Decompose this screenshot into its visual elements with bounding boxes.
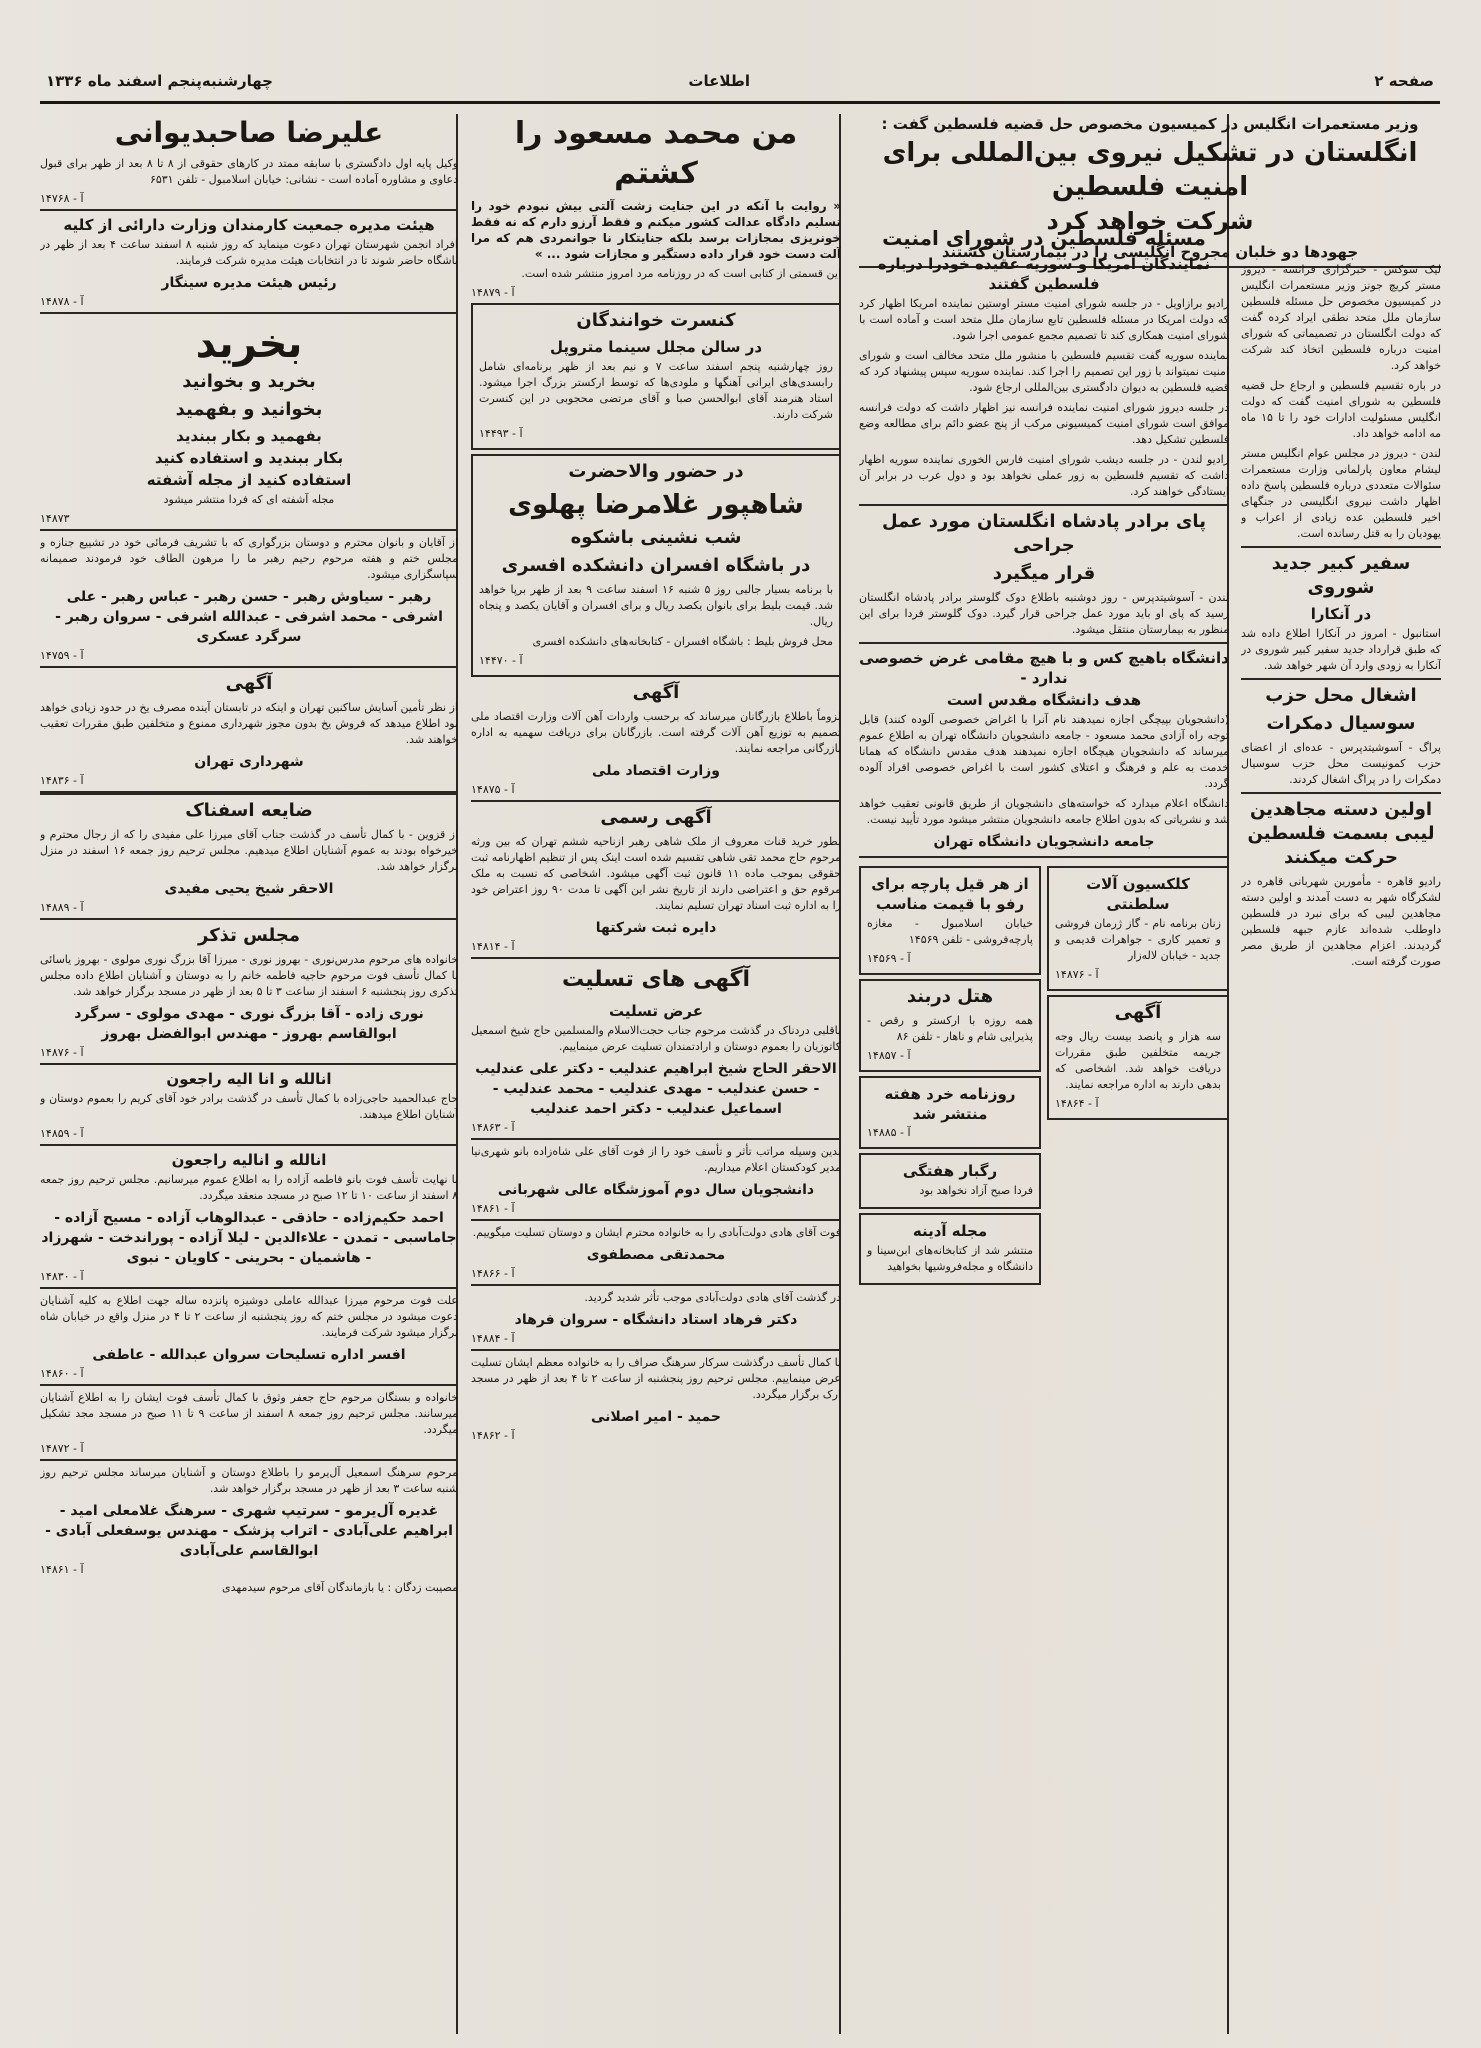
ad-code: آ - ۱۴۸۷۸	[40, 295, 84, 308]
ad-code: آ - ۱۴۸۸۵	[867, 1126, 911, 1139]
article-text: لندن - دیروز در مجلس عوام انگلیس مستر لیشام معاون پارلمانی وزارت مستعمرات سئوالات متعددی درباره فلسطین پاسخ داده اظهار داشت نیروی انگلیسی در جنگهای اخیر فلسطین عده زیادی از اعراب و یهودیان را به قتل رسانده است.	[1241, 447, 1441, 540]
rule	[471, 1219, 841, 1221]
ad-title: مجله آدینه	[912, 1222, 988, 1240]
signature: احمد حکیم‌زاده - حاذقی - عبدالوهاب آزاده - مسیح آزاده - جاماسبی - تمدن - علاءالدین - لیلا آزاده - پوراندخت - شهرزاد - هاشمیان - بحرینی - کاویان - نبوی	[41, 1210, 457, 1266]
ad-code: آ - ۱۴۸۷۲	[40, 1442, 84, 1455]
headline: آگهی های تسلیت	[561, 967, 750, 992]
rule	[40, 1063, 458, 1065]
ad-text: همه روزه با ارکستر و رقص - پذیرایی شام و ناهار - تلفن ۸۶	[867, 1014, 1033, 1043]
article-text: لندن - آسوشیتدپرس - روز دوشنبه باطلاع دوک گلوستر برادر پادشاه انگلستان رسید که پای او باید مورد عمل جراحی قرار گیرد. دوک گلوستر فردا برای این منظور به بیمارستان منتقل میشود.	[859, 591, 1229, 636]
ad-box	[1047, 995, 1229, 1120]
ad-box	[859, 979, 1041, 1072]
rule	[471, 957, 841, 959]
signature: افسر اداره تسلیحات سروان عبدالله - عاطفی	[92, 1347, 406, 1363]
ad-code: آ - ۱۴۸۳۰	[40, 1270, 84, 1283]
headline: سفیر کبیر جدید شوروی	[1271, 553, 1411, 598]
signature: دایره ثبت شرکتها	[595, 920, 717, 936]
lead-subhead: جهودها دو خلبان مجروح انگلیسی را در بیمارستان کشتند	[941, 243, 1359, 261]
ad-code: آ - ۱۴۸۵۷	[867, 1049, 911, 1062]
ad-subtitle: در سالن مجلل سینما متروپل	[549, 338, 763, 356]
article-text: نماینده سوریه گفت تقسیم فلسطین با منشور ملل متحد مخالف است و شورای امنیت نمیتواند با زور این تصمیم را اجرا کند. نماینده سوریه سپس پیشنهاد کرد که قضیه فلسطین به دیوان دادگستری بین‌المللی ارجاع شود.	[859, 349, 1229, 394]
ad-text: سه هزار و پانصد بیست ریال وجه جریمه متخلفین طبق مقررات دریافت خواهد شد. اشخاصی که بدهی دارند به اداره مراجعه نمایند.	[1055, 1030, 1221, 1091]
article-text: پراگ - آسوشیتدپرس - عده‌ای از اعضای حزب کمونیست محل حزب سوسیال دمکرات را در پراگ اشغال کردند.	[1241, 741, 1441, 786]
ad-text: روز چهارشنبه پنجم اسفند ساعت ۷ و نیم بعد از ظهر برنامه‌ای شامل رابسدی‌های ایرانی آهنگها و ملودی‌ها که توسط ارکستر بزرگ اجرا میشود. استاد هنرمند آقای ابوالحسن صبا و آقای مرتضی محجوبی در این کنسرت شرکت دارند.	[479, 360, 833, 421]
article-text: در باره تقسیم فلسطین و ارجاع حل قضیه فلسطین به شورای امنیت گفت که دولت انگلیس مسئولیت ادارات خود را تا ۱۵ ماه مه ادامه خواهد داد.	[1241, 379, 1441, 440]
rule	[859, 856, 1229, 858]
promo-line: بخرید و بخوانید	[182, 371, 316, 392]
article-text: حاج عبدالحمید حاجی‌زاده با کمال تأسف در گذشت برادر خود آقای کریم را بعموم دوستان و آشنایان اطلاع میدهند.	[40, 1092, 458, 1121]
ad-code: آ - ۱۴۸۳۶	[40, 774, 84, 787]
ad-code: آ - ۱۴۸۷۶	[1055, 968, 1099, 981]
signature: حمید - امیر اصلانی	[591, 1409, 721, 1425]
headline: ضایعه اسفناک	[185, 800, 313, 821]
lead-headline: انگلستان در تشکیل نیروی بین‌المللی برای امنیت فلسطین	[882, 138, 1418, 202]
rule	[40, 918, 458, 920]
ad-title: رگبار هفتگی	[902, 1162, 998, 1180]
article-text: « روایت با آنکه در این جنایت زشت آلتی بیش نبودم خود را تسلیم دادگاه عدالت کشور میکنم و فقط آرزو دارم که نه فقط خونریزی بمجازات برسد بلکه جنایتکار نا جوانمردی هم که مرا آلت دست خود قرار داده دستگیر و مجازات شود ... »	[471, 199, 841, 261]
ad-code: آ - ۱۴۸۵۹	[40, 1127, 84, 1140]
ad-code: آ - ۱۴۸۶۱	[40, 1563, 84, 1576]
article-text: از قزوین - با کمال تأسف در گذشت جناب آقای میرزا علی مفیدی را که از رجال محترم و خیرخواه بودند به عموم آشنایان اطلاع میدهیم. مجلس ترحیم روز جمعه ۱۶ اسفند در منزل برگزار خواهد شد.	[40, 828, 458, 873]
ad-code: آ - ۱۴۸۶۱	[471, 1202, 515, 1215]
ad-title: از هر قیل پارچه برای رفو با قیمت مناسب	[871, 875, 1029, 913]
signature: رئیس هیئت مدیره سینگار	[161, 275, 337, 291]
signature: دانشجویان سال دوم آموزشگاه عالی شهربانی	[497, 1182, 815, 1198]
ad-code: آ - ۱۴۸۶۴	[1055, 1097, 1099, 1110]
ad-column	[859, 862, 1041, 1289]
rule	[1241, 678, 1441, 680]
ad-subtitle: شب نشینی باشکوه	[570, 527, 742, 548]
signature: محمدتقی مصطفوی	[586, 1247, 726, 1263]
signature: الاحقر شیخ یحیی مفیدی	[164, 881, 334, 897]
ad-code: آ - ۱۴۴۷۰	[479, 654, 523, 667]
article-text: علت فوت مرحوم میرزا عبدالله عاملی دوشیزه پانزده ساله جهت اطلاع به کلیه آشنایان دعوت میشود در مجلس ختم که روز پنجشنبه از ساعت ۲ تا ۴ در منزل واقع در خیابان شاه برگزار میشود شرکت فرمایند.	[40, 1294, 458, 1339]
rule	[471, 1138, 841, 1140]
ad-column	[1047, 862, 1229, 1289]
rule	[1241, 792, 1441, 794]
ad-code: آ - ۱۴۴۹۳	[479, 427, 523, 440]
ad-text: خیابان اسلامبول - مغازه پارچه‌فروشی - تلفن ۱۴۵۶۹	[867, 917, 1033, 946]
rule	[40, 791, 458, 795]
article-text: رادیو لندن - در جلسه دیشب شورای امنیت فارس الخوری نماینده سوریه اظهار داشت که تقسیم فلسطین به زور عملی نخواهد بود و دول عرب در برابر آن ایستادگی خواهند کرد.	[859, 453, 1229, 498]
ad-text: زنان برنامه نام - گاز ژرمان فروشی و تعمیر کاری - جواهرات قدیمی و جدید - خیابان لاله‌زار	[1055, 917, 1221, 962]
article-text: مصیبت زدگان : یا بازماندگان آقای مرحوم سیدمهدی	[221, 1581, 458, 1594]
article-text: فوت آقای هادی دولت‌آبادی را به خانواده محترم ایشان و دوستان تسلیت میگوییم.	[472, 1226, 841, 1239]
ad-box	[859, 1213, 1041, 1285]
ad-code: آ - ۱۴۸۷۹	[471, 286, 515, 299]
ad-box	[859, 1153, 1041, 1209]
headline: پای برادر پادشاه انگلستان مورد عمل جراحی	[882, 511, 1206, 556]
ad-code: آ - ۱۴۸۱۴	[471, 940, 515, 953]
article-text: (دانشجویان بپیچگی اجازه نمیدهند نام آنرا با اغراض خصوصی آلوده کنند) قابل توجه راه آزادی محمد مسعود - جامعه دانشجویان دانشگاه تهران به اطلاع عموم میرساند که دانشجویان هیچگاه اجازه نمیدهند هدف مقدس دانشگاه که همانا خدمت به علم و فرهنگ و اعتلای کشور است با اغراض خصوصی افراد آلوده گردد.	[859, 713, 1229, 790]
article-text: از آقایان و بانوان محترم و دوستان بزرگواری که با تشریف فرمائی خود در تشییع جنازه و مجلس ختم و هفته مرحوم رحیم رهبر ما را مرهون الطاف خود فرمودند صمیمانه سپاسگزاری میشود.	[40, 536, 458, 581]
article-text: خانواده های مرحوم مدرس‌نوری - بهروز نوری - میرزا آقا بزرگ نوری مولوی - بهروز یاسائی با کمال تأسف فوت مرحوم حاجیه فاطمه خانم را به دوستان و آشنایان اطلاع داده مجلس تذکری روز پنجشنبه ۶ اسفند از ساعت ۳ تا ۵ بعد از ظهر در مسجد برگزار خواهد شد.	[40, 953, 458, 998]
article-text: لزوماً باطلاع بازرگانان میرساند که برحسب واردات آهن آلات وزارت اقتصاد ملی تصمیم به توزیع آهن آلات گرفته است. بازرگانان برای دریافت سهمیه به اداره بازرگانی مراجعه نمایند.	[471, 710, 841, 755]
ad-code: آ - ۱۴۵۶۹	[867, 952, 911, 965]
ad-code: آ - ۱۴۸۷۵	[471, 783, 515, 796]
article-text: با کمال تأسف درگذشت سرکار سرهنگ صراف را به خانواده معظم ایشان تسلیت عرض مینماییم. مجلس ترحیم روز پنجشنبه از ساعت ۲ تا ۴ بعد از ظهر در مسجد ارک برگزار میگردد.	[471, 1356, 841, 1401]
article-text: باقلبی دردناک در گذشت مرحوم جناب حجت‌الاسلام والمسلمین حاج شیخ اسمعیل کاتوزیان را بعموم دوستان و ارادتمندان تسلیت عرض مینماییم.	[471, 1024, 841, 1053]
article-text: این قسمتی از کتابی است که در روزنامه مرد امروز منتشر شده است.	[521, 267, 841, 280]
headline: اشغال محل حزب	[1265, 685, 1417, 706]
lead-kicker: وزیر مستعمرات انگلیس در کمیسیون مخصوص حل قضیه فلسطین گفت :	[881, 115, 1419, 133]
headline: مسئله فلسطین در شورای امنیت	[882, 226, 1206, 250]
article-text: لیک سوکس - خبرگزاری فرانسه - دیروز مستر کریچ جونز وزیر مستعمرات انگلیس در کمیسیون مخصوص حل مسئله فلسطین سازمان ملل متحد نطقی ایراد کرده گفت که دولت انگلستان در تصمیماتی که شورای امنیت درباره فلسطین اتخاذ کند شرکت خواهد کرد.	[1241, 263, 1441, 372]
column-2	[859, 226, 1229, 2032]
ad-box	[1047, 866, 1229, 991]
column-1	[1241, 262, 1441, 2032]
headline: آگهی	[225, 673, 273, 694]
ad-title: کنسرت خوانندگان	[576, 310, 736, 331]
rule	[40, 209, 458, 211]
masthead	[40, 66, 1440, 104]
ad-code: آ - ۱۴۷۶۸	[40, 192, 84, 205]
headline: انالله و انا الیه راجعون	[166, 1070, 332, 1088]
headline: دانشگاه باهیچ کس و با هیچ مقامی غرض خصوصی ندارد -	[859, 649, 1229, 687]
article-text: بطور خرید قنات معروف از ملک شاهی رهبر ازناحیه ششم تهران که بین ورثه مرحوم حاج محمد تقی شاهی تقسیم شده است اینک پس از تنظیم اظهارنامه ثبت حقوقی بموجب ماده ۱۱ قانون ثبت آگهی میشود. اشخاصی که نسبت به ملک مرقوم حق و اعتراضی دارند از تاریخ نشر این آگهی تا مدت ۹۰ روز اعتراض خود را به اداره ثبت اسناد تهران تسلیم نمایند.	[471, 835, 841, 912]
page-number: صفحه ۲	[1374, 72, 1434, 90]
headline: در آنکارا	[1310, 605, 1372, 623]
headline: من محمد مسعود را کشتم	[514, 116, 798, 191]
article-text: در گذشت آقای هادی دولت‌آبادی موجب تأثر شدید گردید.	[584, 1291, 841, 1304]
ad-title: آگهی	[1114, 1002, 1162, 1023]
event-ad	[471, 454, 841, 677]
signature: وزارت اقتصاد ملی	[592, 763, 720, 779]
headline: انالله و انالیه راجعون	[171, 1151, 327, 1169]
signature: رهبر - سیاوش رهبر - حسن رهبر - عباس رهبر - علی اشرفی - محمد اشرفی - عبدالله اشرفی - سروان رهبر - سرگرد عسکری	[55, 589, 443, 645]
lead-headline-line-2: شرکت خواهد کرد	[1046, 207, 1254, 235]
ad-text: فردا صبح آزاد نخواهد بود	[919, 1184, 1033, 1197]
ad-title: هتل دربند	[906, 986, 994, 1007]
ad-box	[859, 866, 1041, 975]
rule	[40, 1459, 458, 1461]
rule	[40, 529, 458, 531]
rule	[859, 504, 1229, 506]
rule	[471, 1349, 841, 1351]
article-text: رادیو قاهره - مأمورین شهربانی قاهره در لشکرگاه شهر به دست آمدند و اولین دسته مجاهدین لیبی که برای نبرد در فلسطین داوطلب شده‌اند عازم جبهه فلسطین گردیدند. اعزام مجاهدین از طریق مصر صورت گرفته است.	[1241, 875, 1441, 968]
article-text: خانواده و بستگان مرحوم حاج جعفر وثوق با کمال تأسف فوت ایشان را به اطلاع آشنایان میرسانند. مجلس ترحیم روز جمعه ۸ اسفند از ساعت ۹ تا ۱۱ صبح در مسجد مجد تشکیل میگردد.	[40, 1391, 458, 1436]
promo-line: بخوانید و بفهمید	[175, 399, 323, 420]
promo-line: استفاده کنید از مجله آشفته	[146, 471, 352, 489]
headline: عرض تسلیت	[609, 1002, 703, 1020]
ad-subtitle: در باشگاه افسران دانشکده افسری	[501, 555, 811, 576]
article-text: استانبول - امروز در آنکارا اطلاع داده شد که طبق قرارداد جدید سفیر کبیر شوروی در آنکارا به زودی وارد آن شهر خواهد شد.	[1241, 627, 1441, 672]
rule	[471, 1284, 841, 1286]
rule	[1241, 546, 1441, 548]
headline: آگهی رسمی	[600, 807, 712, 828]
signature: الاحقر الحاج شیخ ابراهیم عندلیب - دکتر علی عندلیب - حسن عندلیب - مهدی عندلیب - محمد عندلیب - اسماعیل عندلیب - دکتر احمد عندلیب	[475, 1061, 837, 1117]
ad-code: آ - ۱۴۸۷۶	[40, 1046, 84, 1059]
ad-code: آ - ۱۴۸۶۲	[471, 1429, 515, 1442]
signature: دکتر فرهاد استاد دانشگاه - سروان فرهاد	[514, 1312, 798, 1328]
headline: اولین دسته مجاهدین لیبی بسمت فلسطین حرکت میکنند	[1247, 799, 1435, 868]
promo-line: بکار ببندید و استفاده کنید	[154, 449, 344, 467]
ad-title: در حضور والاحضرت	[568, 461, 744, 482]
rule	[40, 666, 458, 668]
headline: هدف دانشگاه مقدس است	[946, 691, 1142, 709]
signature: غدیره آل‌یرمو - سرتیپ شهری - سرهنگ غلامعلی امید - ابراهیم علی‌آبادی - اتراب پزشک - مهندس یوسفعلی آبادی - ابوالقاسم علی‌آبادی	[45, 1503, 453, 1559]
article-text: دانشگاه اعلام میدارد که خواسته‌های دانشجویان از طریق قانونی تعقیب خواهد شد و نشریاتی که بدون اطلاع جامعه دانشجویان منتشر میشود مورد تأیید نیست.	[859, 797, 1229, 826]
article-text: رادیو برازاویل - در جلسه شورای امنیت مستر اوستین نماینده امریکا اظهار کرد که دولت امریکا در مسئله فلسطین تابع سازمان ملل متحد است و آماده است با شورای امنیت همکاری کند تا تصمیم مجمع عمومی اجرا شود.	[859, 297, 1229, 342]
ad-code: آ - ۱۴۸۸۴	[471, 1332, 515, 1345]
ad-title: روزنامه خرد هفته منتشر شد	[884, 1085, 1016, 1123]
ad-text: وکیل پایه اول دادگستری با سابقه ممتد در کارهای حقوقی از ۸ تا ۸ بعد از ظهر برای قبول دعاوی و مشاوره آماده است - نشانی: خیابان اسلامبول - تلفن ۶۵۳۱	[40, 157, 458, 186]
article-text: بدین وسیله مراتب تأثر و تأسف خود را از فوت آقای علی شاه‌زاده بانو شهری‌نیا مدیر کودکستان اعلام میداریم.	[471, 1145, 841, 1174]
signature: جامعه دانشجویان دانشگاه تهران	[933, 834, 1155, 850]
ad-box	[859, 1076, 1041, 1149]
ad-title: شاهپور غلامرضا پهلوی	[508, 490, 804, 520]
ad-title: کلکسیون آلات سلطنتی	[1086, 875, 1190, 913]
headline: سوسیال دمکرات	[1266, 713, 1416, 734]
paper-name: اطلاعات	[688, 72, 750, 90]
rule	[471, 800, 841, 802]
promo-footer: مجله آشفته ای که فردا منتشر میشود	[163, 493, 335, 506]
headline: نمایندگان امریکا و سوریه عقیده خودرا درباره فلسطین گفتند	[877, 255, 1211, 293]
article-text: از نظر تأمین آسایش ساکنین تهران و اینکه در تابستان آینده مصرف یخ در حدود زیادی خواهد بود اطلاع میدهد که فروش یخ بدون مجوز شهرداری ممنوع و متخلفین طبق مقررات تعقیب خواهند شد.	[40, 701, 458, 746]
headline: آگهی	[632, 682, 680, 703]
column-4	[40, 114, 458, 2032]
ad-text: منتشر شد از کتابخانه‌های ابن‌سینا و دانشگاه و مجله‌فروشیها بخواهید	[867, 1244, 1033, 1273]
headline: مجلس تذکر	[198, 925, 300, 946]
promo-title: بخرید	[195, 321, 303, 367]
headline: قرار میگیرد	[992, 563, 1096, 584]
promo-line: بفهمید و بکار ببندید	[176, 427, 322, 445]
rule	[40, 1144, 458, 1146]
ad-code: آ - ۱۴۸۶۳	[471, 1121, 515, 1134]
ad-text: با برنامه بسیار جالبی روز ۵ شنبه ۱۶ اسفند ساعت ۹ بعد از ظهر برپا خواهد شد. قیمت بلیط برای بانوان یکصد ریال و برای افسران و آقایان یکصد و پنجاه ریال.	[479, 583, 834, 628]
article-text: با نهایت تأسف فوت بانو فاطمه آزاده را به اطلاع عموم میرسانیم. مجلس ترحیم روز جمعه ۸ اسفند از ساعت ۱۰ تا ۱۲ صبح در مسجد منعقد میگردد.	[40, 1173, 458, 1202]
ad-grid	[859, 862, 1229, 1289]
concert-ad	[471, 303, 841, 450]
article-text: افراد انجمن شهرستان تهران دعوت مینماید که روز شنبه ۸ اسفند ساعت ۴ بعد از ظهر در باشگاه حاضر شوند تا در انتخابات هیئت مدیره شرکت فرمایند.	[40, 238, 458, 267]
headline: هیئت مدیره جمعیت کارمندان وزارت دارائی از کلیه	[63, 216, 435, 234]
signature: شهرداری تهران	[194, 754, 304, 770]
ad-code: آ - ۱۴۸۶۶	[471, 1267, 515, 1280]
signature: نوری زاده - آقا بزرگ نوری - مهدی مولوی - سرگرد ابوالقاسم بهروز - مهندس ابوالفضل بهروز	[74, 1006, 424, 1042]
rule	[40, 312, 458, 314]
ad-code: آ - ۱۴۷۵۹	[40, 649, 84, 662]
issue-date: چهارشنبه‌پنجم اسفند ماه ۱۳۳۶	[46, 72, 273, 90]
ad-title: علیرضا صاحبدیوانی	[114, 116, 384, 149]
article-text: مرحوم سرهنگ اسمعیل آل‌یرمو را باطلاع دوستان و آشنایان میرساند مجلس ترحیم روز شنبه ساعت ۳ بعد از ظهر در مسجد برگزار خواهد شد.	[40, 1466, 458, 1495]
rule	[40, 1384, 458, 1386]
ad-code: ۱۴۸۷۳	[40, 512, 70, 525]
article-text: در جلسه دیروز شورای امنیت نماینده فرانسه نیز اظهار داشت که دولت فرانسه موافق است شورای امنیت کمیسیونی مرکب از پنج عضو دائم برای مطالعه وضع فلسطین تشکیل دهد.	[859, 401, 1229, 446]
ad-code: آ - ۱۴۸۸۹	[40, 901, 84, 914]
ad-code: آ - ۱۴۸۶۰	[40, 1367, 84, 1380]
rule	[40, 1287, 458, 1289]
column-3	[471, 114, 841, 2032]
rule	[859, 642, 1229, 644]
ad-text: محل فروش بلیط : باشگاه افسران - کتابخانه‌های دانشکده افسری	[532, 635, 833, 648]
